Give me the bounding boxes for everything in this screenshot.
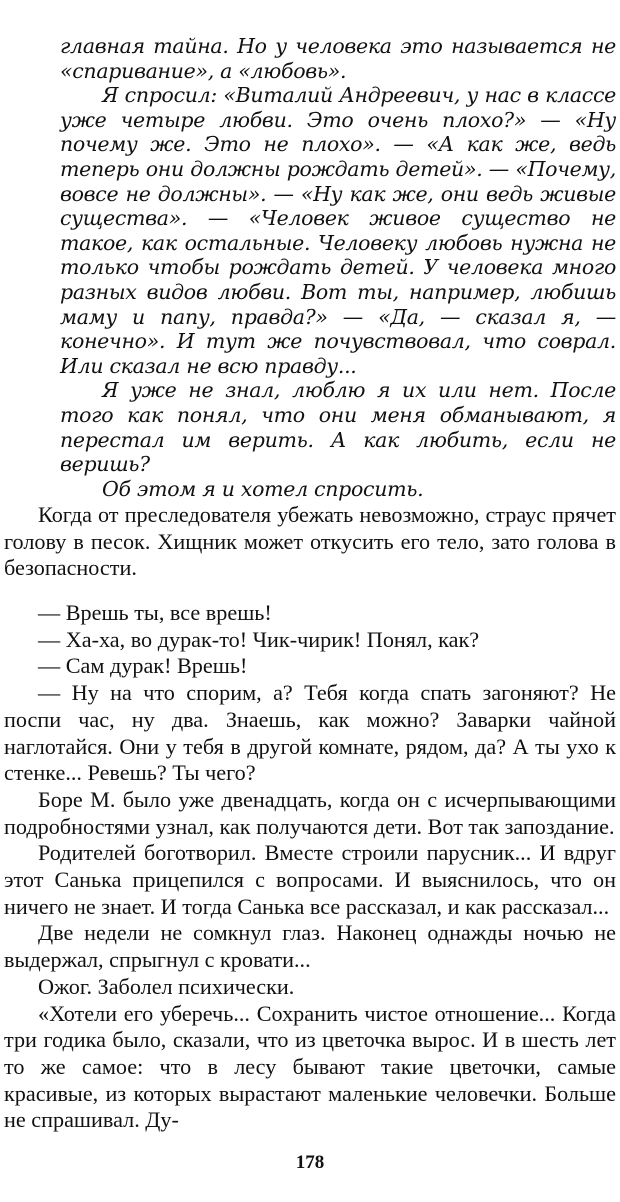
dialog-line: — Ну на что спорим, а? Тебя когда спать загоняют? Не поспи час, ну два. Знаешь, как можно? Заварки чайной наглотайся. Они у тебя в другой комнате, рядом, да? А ты ухо к стенке... Ревешь? Ты чего? (4, 680, 616, 786)
ostrich-section (4, 502, 616, 582)
dialog-line: — Врешь ты, все врешь! (38, 600, 272, 625)
body-paragraph: Ожог. Заболел психически. (38, 973, 295, 999)
body-paragraph: Две недели не сомкнул глаз. Наконец однажды ночью не выдержал, спрыгнул с кровати... (4, 920, 616, 973)
page-number: 178 (295, 1152, 325, 1173)
body-paragraph: Боре М. было уже двенадцать, когда он с исчерпывающими подробностями узнал, как получаются дети. Вот так запоздание. (4, 786, 616, 839)
italic-paragraph: Я уже не знал, люблю я их или нет. После того как понял, что они меня обманывают, я перестал им верить. А как любить, если не веришь? (60, 378, 616, 477)
body-paragraph: «Хотели его уберечь... Сохранить чистое отношение... Когда три годика было, сказали, что из цветочка вырос. И в шесть лет то же самое: что в лесу бывают такие цветочки, самые красивые, из которых вырастают маленькие человечки. Больше не спрашивал. Ду- (4, 1000, 616, 1133)
dialog-line: — Сам дурак! Врешь! (38, 653, 248, 679)
italic-quote-block (60, 34, 616, 501)
dialog-section (4, 600, 616, 1134)
dialog-line: — Ха-ха, во дурак-то! Чик-чирик! Понял, как? (38, 626, 480, 652)
body-paragraph: Родителей боготворил. Вместе строили парусник... И вдруг этот Санька прицепился с вопросами. И выяснилось, что он ничего не знает. И тогда Санька все рассказал, и как рассказал... (4, 840, 616, 919)
body-paragraph: Когда от преследователя убежать невозможно, страус прячет голову в песок. Хищник может откусить его тело, зато голова в безопасности. (4, 502, 616, 581)
italic-paragraph: Я спросил: «Виталий Андреевич, у нас в классе уже четыре любви. Это очень плохо?» — «Ну почему же. Это не плохо». — «А как же, ведь теперь они должны рождать детей». — «Почему, вовсе не должны». — «Ну как же, они ведь живые существа». — «Человек живое существо не такое, как остальные. Человеку любовь нужна не только чтобы рождать детей. У человека много разных видов любви. Вот ты, например, любишь маму и папу, правда?» — «Да, — сказал я, — конечно». И тут же почувствовал, что соврал. Или сказал не всю правду... (60, 83, 616, 378)
italic-paragraph: Об этом я и хотел спросить. (102, 476, 424, 501)
italic-paragraph: главная тайна. Но у человека это называется не «спаривание», а «любовь». (60, 34, 616, 83)
